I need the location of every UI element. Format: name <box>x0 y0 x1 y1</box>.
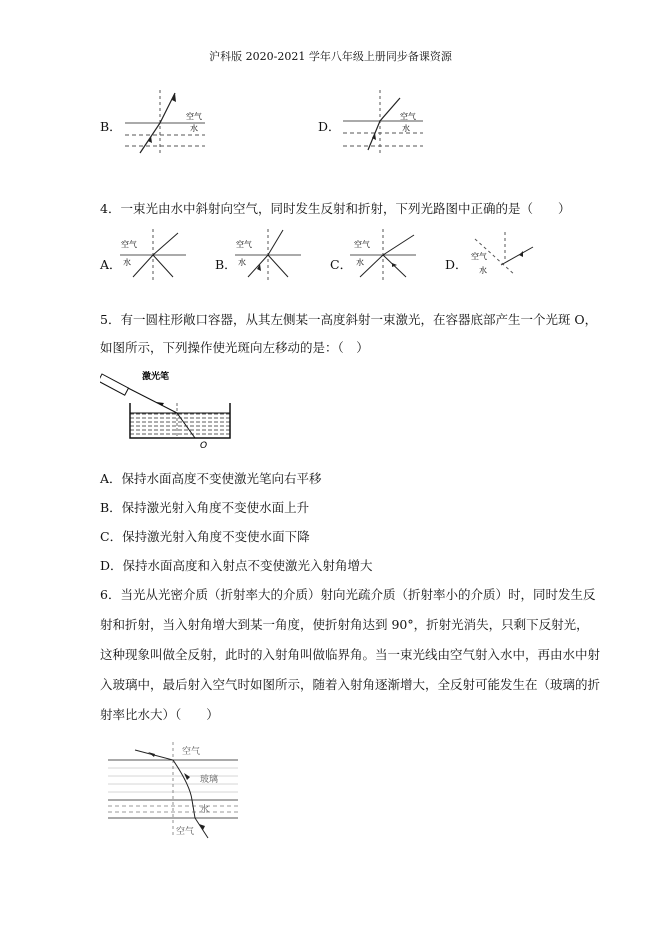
q4d-water-label: 水 <box>479 266 487 275</box>
q3d-air-label: 空气 <box>400 112 416 121</box>
q5-choice-a: A．保持水面高度不变使激光笔向右平移 <box>100 471 322 486</box>
q6-air-bottom-label: 空气 <box>176 827 195 837</box>
q4b-water-label: 水 <box>238 258 246 267</box>
q4-option-d-diagram <box>463 227 543 282</box>
q4b-air-label: 空气 <box>236 240 252 249</box>
q3d-water-label: 水 <box>402 124 410 133</box>
q4a-air-label: 空气 <box>121 240 137 249</box>
q3b-water-label: 水 <box>190 124 198 133</box>
q4-option-d-label: D． <box>445 257 468 272</box>
page-header: 沪科版 2020-2021 学年八年级上册同步备课资源 <box>209 50 452 63</box>
q4a-water-label: 水 <box>123 258 131 267</box>
q6-media-diagram <box>100 740 250 840</box>
q5-stem-line2: 如图所示，下列操作使光斑向左移动的是：（ ） <box>100 340 369 355</box>
q4d-air-label: 空气 <box>471 252 487 261</box>
q6-water-label: 水 <box>200 805 210 815</box>
q5-choice-b: B．保持激光射入角度不变使水面上升 <box>100 500 310 515</box>
q4-option-a-diagram <box>118 227 188 282</box>
q4-option-a-label: A． <box>100 257 122 272</box>
laser-pen-label: 激光笔 <box>142 372 170 382</box>
q4-stem: 4．一束光由水中斜射向空气，同时发生反射和折射，下列光路图中正确的是（ ） <box>100 201 571 216</box>
q3-option-b-diagram <box>120 88 210 158</box>
q3-option-d-diagram <box>338 88 428 158</box>
q3-option-b-label: B． <box>100 119 122 134</box>
q6-line1: 6．当光从光密介质（折射率大的介质）射向光疏介质（折射率小的介质）时，同时发生反 <box>100 587 596 602</box>
q4c-air-label: 空气 <box>354 240 370 249</box>
q3-option-d-label: D． <box>318 119 341 134</box>
q6-line4: 入玻璃中，最后射入空气时如图所示，随着入射角逐渐增大，全反射可能发生在（玻璃的折 <box>100 677 601 692</box>
q4-option-b-diagram <box>233 227 303 282</box>
laser-pen-icon <box>100 374 128 395</box>
q3b-air-label: 空气 <box>186 112 202 121</box>
q4c-water-label: 水 <box>356 258 364 267</box>
q6-air-top-label: 空气 <box>182 747 201 757</box>
q4-option-c-diagram <box>348 227 418 282</box>
q5-choice-d: D．保持水面高度和入射点不变使激光入射角增大 <box>100 558 373 573</box>
q5-stem-line1: 5．有一圆柱形敞口容器，从其左侧某一高度斜射一束激光，在容器底部产生一个光斑 O， <box>100 312 598 327</box>
q6-line5: 射率比水大）（ ） <box>100 707 219 722</box>
q4-option-b-label: B． <box>215 257 237 272</box>
q4-option-c-label: C． <box>330 257 353 272</box>
q6-line2: 射和折射，当入射角增大到某一角度，使折射角达到 90°，折射光消失，只剩下反射光， <box>100 617 589 632</box>
spot-o-label: O <box>200 441 208 450</box>
q6-line3: 这种现象叫做全反射，此时的入射角叫做临界角。当一束光线由空气射入水中，再由水中射 <box>100 647 601 662</box>
q5-container-diagram <box>100 368 240 450</box>
q5-choice-c: C．保持激光射入角度不变使水面下降 <box>100 529 310 544</box>
q6-glass-label: 玻璃 <box>200 775 219 785</box>
